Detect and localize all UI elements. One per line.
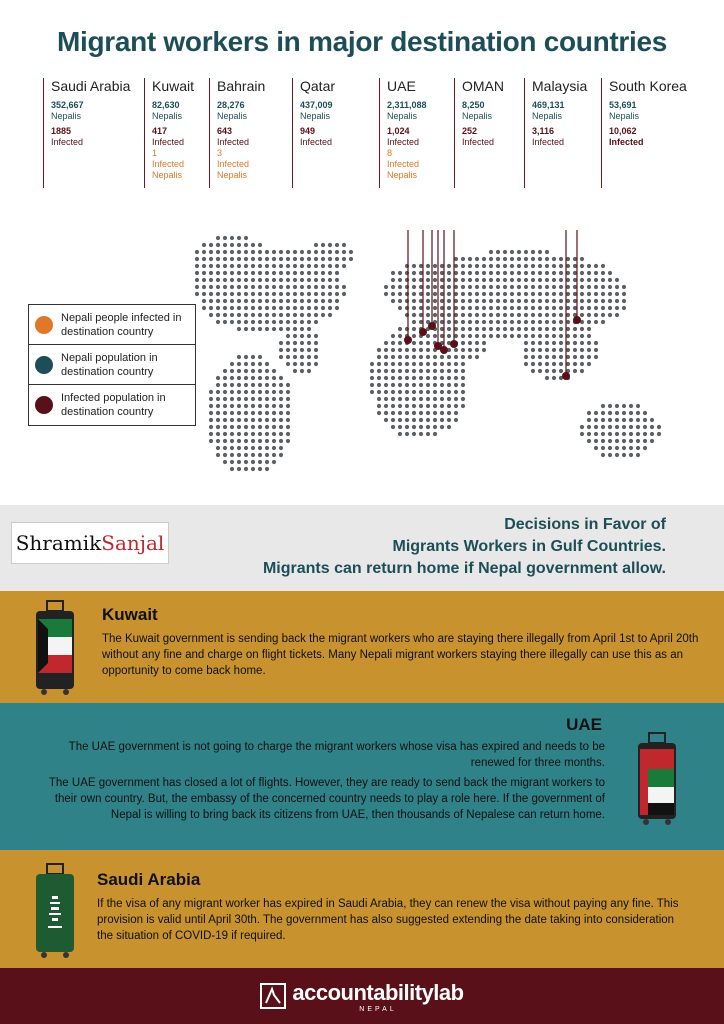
infected-label: Infected (609, 137, 644, 147)
marker-oman (450, 340, 458, 348)
infected-label: Infected (532, 137, 565, 147)
footer (0, 968, 724, 1024)
uae-text-2: The UAE government has closed a lot of flights. However, they are ready to send back the migrant workers to their own country. But, the embassy of the concerned country needs to play a role here. If the government of Nepal is willing to bring back its citizens from UAE, then thousands of Nepalese can return home. (48, 777, 605, 821)
infected-count: 10,062 (609, 126, 637, 136)
nepalis-label: Nepalis (51, 111, 82, 121)
infected-count: 417 (152, 126, 168, 136)
nepalis-label: Nepalis (217, 111, 248, 121)
marker-south-korea (573, 316, 581, 324)
accountability-lab-logo-icon (260, 983, 286, 1009)
nepalis-label: Nepalis (300, 111, 331, 121)
marker-saudi-arabia (404, 336, 412, 344)
infected-nepalis-label: Infected Nepalis (387, 159, 420, 180)
section-saudi-arabia (0, 850, 724, 968)
nepalis-count: 437,009 (300, 100, 333, 110)
footer-brand: accountabilitylab (292, 979, 464, 1005)
country-name: OMAN (462, 78, 504, 94)
nepalis-label: Nepalis (532, 111, 563, 121)
infected-count: 1885 (51, 126, 72, 136)
page-title: Migrant workers in major destination countries (56, 26, 668, 57)
saudi-text: If the visa of any migrant worker has expired in Saudi Arabia, they can renew the visa without paying any fine. This provision is valid until April 30th. The government has also suggested extending the date taking into consideration the situation of COVID-19 if required. (97, 898, 679, 942)
country-name: Kuwait (152, 78, 195, 94)
infected-count: 1,024 (387, 126, 410, 136)
nepalis-count: 28,276 (217, 100, 245, 110)
section-kuwait (0, 591, 724, 703)
country-name: Malaysia (532, 78, 588, 94)
infected-nepalis-count: 8 (387, 148, 393, 158)
uae-heading: UAE (566, 715, 602, 734)
infected-nepalis-count: 1 (152, 148, 158, 158)
country-name: UAE (387, 78, 416, 94)
legend-item-infected-population (29, 385, 195, 425)
connector-bahrain (209, 230, 432, 326)
nepalis-label: Nepalis (152, 111, 183, 121)
infected-label: Infected (462, 137, 495, 147)
footer-sub: NEPAL (359, 1005, 397, 1013)
logo-part1: Shramik (15, 531, 102, 555)
kuwait-suitcase-icon (34, 599, 76, 697)
marker-uae (440, 346, 448, 354)
country-oman (454, 78, 504, 188)
nepalis-label: Nepalis (462, 111, 493, 121)
connector-qatar (292, 230, 438, 346)
decisions-line1: Decisions in Favor of (504, 516, 666, 533)
country-malaysia (524, 78, 587, 188)
connector-uae (379, 230, 444, 350)
legend-item-infected-nepalis (29, 305, 195, 345)
country-name: Qatar (300, 78, 336, 94)
legend-dot-orange (35, 316, 53, 334)
marker-malaysia (562, 372, 570, 380)
legend-item-nepali-population (29, 345, 195, 385)
nepalis-count: 2,311,088 (387, 100, 427, 110)
country-name: Bahrain (217, 78, 266, 94)
country-qatar (292, 78, 335, 188)
country-uae (379, 78, 429, 188)
footer-brand-block (292, 980, 463, 1013)
decisions-line2: Migrants Workers in Gulf Countries. (392, 538, 666, 555)
shramik-sanjal-logo (11, 522, 169, 564)
kuwait-text: The Kuwait government is sending back the migrant workers who are staying there illegally from April 1st to April 20th without any fine and charge on flight tickets. Many Nepali migrant workers staying there illegally can use this as an opportunity to come back home. (102, 633, 699, 677)
country-kuwait (144, 78, 194, 188)
country-bahrain (209, 78, 265, 188)
legend-label: Nepali people infected in destination country (61, 311, 182, 338)
legend-dot-teal (35, 356, 53, 374)
infected-nepalis-label: Infected Nepalis (217, 159, 250, 180)
infected-label: Infected (152, 137, 185, 147)
nepalis-label: Nepalis (609, 111, 640, 121)
decisions-line3: Migrants can return home if Nepal government allow. (262, 560, 666, 577)
infected-nepalis-count: 3 (217, 148, 223, 158)
country-south-korea (601, 78, 687, 188)
nepalis-count: 8,250 (462, 100, 485, 110)
section-uae (0, 703, 724, 850)
country-name: Saudi Arabia (51, 78, 131, 94)
country-saudi-arabia (43, 78, 130, 188)
infected-label: Infected (300, 137, 333, 147)
saudi-suitcase-icon (34, 862, 76, 960)
logo-part2: Sanjal (101, 531, 165, 555)
infected-label: Infected (51, 137, 84, 147)
nepalis-count: 82,630 (152, 100, 180, 110)
infected-label: Infected (387, 137, 420, 147)
infected-count: 949 (300, 126, 316, 136)
marker-bahrain (428, 322, 436, 330)
nepalis-label: Nepalis (387, 111, 418, 121)
infected-count: 643 (217, 126, 233, 136)
country-name: South Korea (609, 78, 687, 94)
map-dots (195, 236, 661, 471)
nepalis-count: 469,131 (532, 100, 565, 110)
uae-text-1: The UAE government is not going to charge the migrant workers whose visa has expired and needs to be renewed for three months. (68, 741, 605, 769)
map-legend (28, 304, 196, 426)
marker-kuwait (419, 328, 427, 336)
uae-suitcase-icon (636, 731, 678, 827)
nepalis-count: 53,691 (609, 100, 637, 110)
legend-label: Infected population in destination country (61, 392, 166, 418)
nepalis-count: 352,667 (51, 100, 84, 110)
infected-count: 3,116 (532, 126, 555, 136)
saudi-heading: Saudi Arabia (97, 870, 201, 889)
infected-nepalis-label: Infected Nepalis (152, 159, 185, 180)
kuwait-heading: Kuwait (102, 605, 158, 624)
infected-label: Infected (217, 137, 250, 147)
decisions-heading (263, 514, 666, 580)
infected-count: 252 (462, 126, 478, 136)
legend-dot-maroon (35, 396, 53, 414)
legend-label: Nepali population in destination country (61, 351, 158, 378)
